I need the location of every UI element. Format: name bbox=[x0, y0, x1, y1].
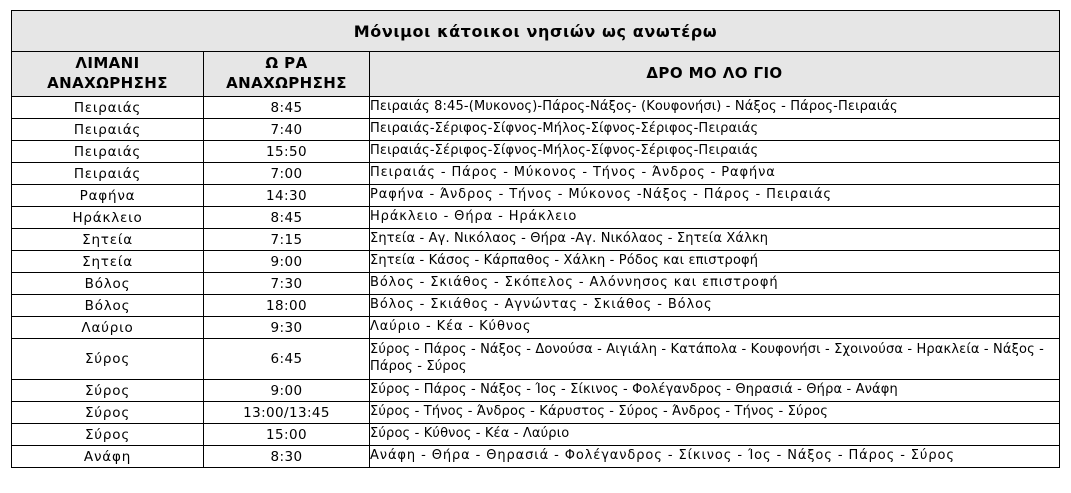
table-row bbox=[12, 339, 1060, 380]
cell-departure-time: 8:45 bbox=[204, 97, 370, 119]
cell-departure-port: Σύρος bbox=[12, 339, 204, 380]
table-body bbox=[12, 97, 1060, 468]
cell-route: Ηράκλειο - Θήρα - Ηράκλειο bbox=[370, 207, 1060, 229]
table-row bbox=[12, 119, 1060, 141]
cell-departure-time: 9:30 bbox=[204, 317, 370, 339]
table-row bbox=[12, 251, 1060, 273]
table-row bbox=[12, 163, 1060, 185]
cell-departure-time: 14:30 bbox=[204, 185, 370, 207]
cell-departure-time: 7:40 bbox=[204, 119, 370, 141]
cell-departure-port: Σητεία bbox=[12, 229, 204, 251]
column-header-port-line1: ΛΙΜΑΝΙ bbox=[75, 54, 140, 73]
table-row bbox=[12, 402, 1060, 424]
cell-route: Πειραιάς-Σέριφος-Σίφνος-Μήλος-Σίφνος-Σέριφος-Πειραιάς bbox=[370, 119, 1060, 141]
cell-departure-time: 15:00 bbox=[204, 424, 370, 446]
column-header-port-line2: ΑΝΑΧΩΡΗΣΗΣ bbox=[47, 74, 168, 92]
table-row bbox=[12, 229, 1060, 251]
cell-departure-port: Σύρος bbox=[12, 380, 204, 402]
table-row bbox=[12, 185, 1060, 207]
table-title-row bbox=[12, 11, 1060, 52]
ferry-schedule-table bbox=[11, 10, 1060, 468]
cell-departure-port: Πειραιάς bbox=[12, 141, 204, 163]
cell-route: Σύρος - Τήνος - Άνδρος - Κάρυστος - Σύρος - Άνδρος - Τήνος - Σύρος bbox=[370, 402, 1060, 424]
cell-departure-port: Πειραιάς bbox=[12, 97, 204, 119]
table-row bbox=[12, 273, 1060, 295]
cell-departure-port: Πειραιάς bbox=[12, 119, 204, 141]
column-header-time bbox=[204, 52, 370, 97]
cell-departure-port: Σύρος bbox=[12, 402, 204, 424]
table-header-row bbox=[12, 52, 1060, 97]
table-title: Μόνιμοι κάτοικοι νησιών ως ανωτέρω bbox=[12, 11, 1060, 52]
table-row bbox=[12, 207, 1060, 229]
cell-departure-port: Σητεία bbox=[12, 251, 204, 273]
cell-departure-time: 9:00 bbox=[204, 380, 370, 402]
table-row bbox=[12, 317, 1060, 339]
column-header-port bbox=[12, 52, 204, 97]
cell-departure-port: Σύρος bbox=[12, 424, 204, 446]
cell-route: Βόλος - Σκιάθος - Αγνώντας - Σκιάθος - Βόλος bbox=[370, 295, 1060, 317]
cell-route: Ραφήνα - Άνδρος - Τήνος - Μύκονος -Νάξος - Πάρος - Πειραιάς bbox=[370, 185, 1060, 207]
table-row bbox=[12, 295, 1060, 317]
cell-departure-time: 7:15 bbox=[204, 229, 370, 251]
column-header-time-line2: ΑΝΑΧΩΡΗΣΗΣ bbox=[226, 74, 347, 92]
cell-route: Ανάφη - Θήρα - Θηρασιά - Φολέγανδρος - Σίκινος - Ίος - Νάξος - Πάρος - Σύρος bbox=[370, 446, 1060, 468]
cell-departure-port: Ραφήνα bbox=[12, 185, 204, 207]
cell-route: Βόλος - Σκιάθος - Σκόπελος - Αλόννησος και επιστροφή bbox=[370, 273, 1060, 295]
cell-departure-time: 7:30 bbox=[204, 273, 370, 295]
cell-departure-time: 7:00 bbox=[204, 163, 370, 185]
cell-route: Σύρος - Πάρος - Νάξος - Ίος - Σίκινος - Φολέγανδρος - Θηρασιά - Θήρα - Ανάφη bbox=[370, 380, 1060, 402]
cell-departure-time: 8:45 bbox=[204, 207, 370, 229]
table-row bbox=[12, 380, 1060, 402]
table-row bbox=[12, 424, 1060, 446]
cell-route: Πειραιάς - Πάρος - Μύκονος - Τήνος - Άνδρος - Ραφήνα bbox=[370, 163, 1060, 185]
cell-departure-port: Βόλος bbox=[12, 273, 204, 295]
cell-route: Σύρος - Πάρος - Νάξος - Δονούσα - Αιγιάλη - Κατάπολα - Κουφονήσι - Σχοινούσα - Ηρακλεία - Νάξος - Πάρος - Σύρος bbox=[370, 339, 1060, 380]
cell-departure-port: Λαύριο bbox=[12, 317, 204, 339]
table-row bbox=[12, 141, 1060, 163]
schedule-sheet bbox=[11, 10, 1060, 468]
cell-route: Πειραιάς 8:45-(Μυκονος)-Πάρος-Νάξος- (Κουφονήσι) - Νάξος - Πάρος-Πειραιάς bbox=[370, 97, 1060, 119]
cell-route: Λαύριο - Κέα - Κύθνος bbox=[370, 317, 1060, 339]
table-row bbox=[12, 97, 1060, 119]
cell-departure-port: Πειραιάς bbox=[12, 163, 204, 185]
cell-departure-time: 6:45 bbox=[204, 339, 370, 380]
cell-departure-time: 9:00 bbox=[204, 251, 370, 273]
cell-route: Σύρος - Κύθνος - Κέα - Λαύριο bbox=[370, 424, 1060, 446]
table-row bbox=[12, 446, 1060, 468]
column-header-time-line1: Ω ΡΑ bbox=[265, 54, 308, 73]
column-header-route: ΔΡΟ ΜΟ ΛΟ ΓΙΟ bbox=[370, 52, 1060, 97]
cell-departure-time: 8:30 bbox=[204, 446, 370, 468]
cell-departure-port: Ανάφη bbox=[12, 446, 204, 468]
cell-route: Σητεία - Αγ. Νικόλαος - Θήρα -Αγ. Νικόλαος - Σητεία Χάλκη bbox=[370, 229, 1060, 251]
cell-route: Πειραιάς-Σέριφος-Σίφνος-Μήλος-Σίφνος-Σέριφος-Πειραιάς bbox=[370, 141, 1060, 163]
cell-departure-time: 15:50 bbox=[204, 141, 370, 163]
cell-departure-time: 18:00 bbox=[204, 295, 370, 317]
cell-departure-port: Ηράκλειο bbox=[12, 207, 204, 229]
cell-departure-time: 13:00/13:45 bbox=[204, 402, 370, 424]
cell-route: Σητεία - Κάσος - Κάρπαθος - Χάλκη - Ρόδος και επιστροφή bbox=[370, 251, 1060, 273]
cell-departure-port: Βόλος bbox=[12, 295, 204, 317]
